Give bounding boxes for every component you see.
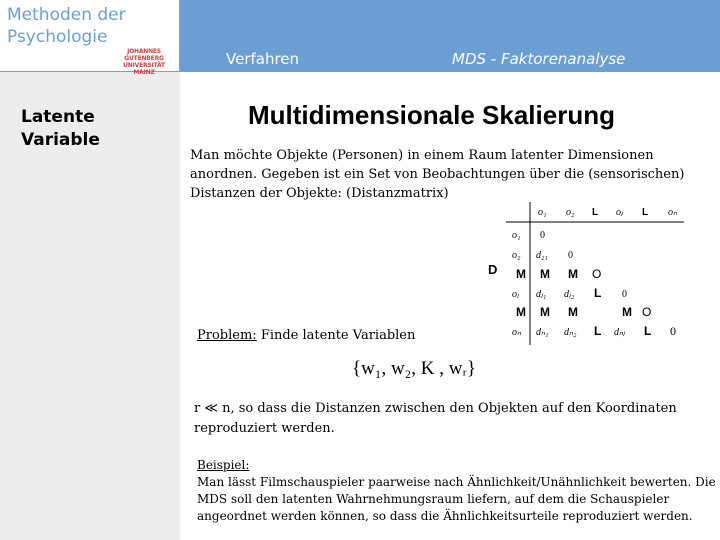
tab-mds-faktorenanalyse[interactable]: MDS - Faktorenanalyse [452, 50, 626, 68]
matrix-col-header: o₂ [566, 207, 575, 218]
matrix-col-header: L [592, 207, 599, 218]
matrix-cell: d₂₁ [536, 250, 548, 261]
problem-label: Problem: [197, 328, 257, 343]
matrix-cell: dⱼ₂ [564, 289, 575, 300]
intro-paragraph: Man möchte Objekte (Personen) in einem Raum latenter Dimensionen anordnen. Gegeben ist ein Set von Beobachtungen über die (sensorischen) Distanzen der Objekte: (Distanzmatrix) [190, 148, 685, 201]
matrix-cell: 0 [670, 324, 676, 338]
matrix-label: D [488, 262, 498, 277]
matrix-cell: M [516, 305, 526, 319]
matrix-cell: O [592, 267, 602, 281]
matrix-cell: M [540, 267, 550, 281]
matrix-row-header: oₙ [512, 327, 521, 338]
matrix-row-header: o₁ [512, 230, 521, 241]
r-condition: r ≪ n, so dass die Distanzen zwischen den Objekten auf den Koordinaten reproduziert werden. [194, 401, 677, 436]
brand-line-2: Psychologie [7, 27, 108, 47]
matrix-row-header: oⱼ [512, 289, 519, 300]
matrix-cell: L [594, 324, 602, 338]
matrix-cell: 0 [568, 250, 573, 261]
matrix-cell: M [516, 267, 526, 281]
matrix-cell: L [594, 286, 602, 300]
logo-area [0, 0, 180, 76]
matrix-cell: L [644, 324, 652, 338]
matrix-cell: dₙ₂ [564, 327, 577, 338]
problem-text: Finde latente Variablen [260, 328, 416, 343]
matrix-cell: dⱼ₁ [536, 289, 547, 300]
matrix-col-header: o₁ [538, 207, 547, 218]
sidebar-title [21, 106, 100, 152]
tab-verfahren[interactable]: Verfahren [226, 50, 300, 68]
brand-title [7, 4, 126, 48]
matrix-cell: O [642, 305, 652, 319]
brand-line-1: Methoden der [7, 5, 126, 25]
matrix-cell: M [622, 305, 632, 319]
example-block [197, 457, 717, 525]
latent-variable-vector: {w₁, w₂, K , wᵣ} [352, 358, 476, 379]
matrix-col-header: oₙ [668, 207, 677, 218]
example-text: Man lässt Filmschauspieler paarweise nach Ähnlichkeit/Unähnlichkeit bewerten. Die MDS soll den latenten Wahrnehmungsraum liefern, auf dem die Schauspieler angeordnet werden können, so dass die Ähnlichkeitsurteile reproduziert werden. [197, 475, 716, 523]
matrix-cell: M [568, 305, 578, 319]
matrix-cell: 0 [622, 289, 627, 300]
sidebar-title-line-2: Variable [21, 130, 100, 150]
page-title: Multidimensionale Skalierung [248, 100, 615, 130]
matrix-col-header: L [642, 207, 649, 218]
matrix-col-header: oⱼ [616, 207, 623, 218]
matrix-cell: 0 [540, 230, 545, 241]
example-label: Beispiel: [197, 458, 250, 472]
matrix-cell: dₙ₁ [536, 327, 549, 338]
problem-statement [197, 328, 415, 343]
distance-matrix [488, 200, 688, 345]
matrix-cell: M [540, 305, 550, 319]
matrix-cell: M [568, 267, 578, 281]
matrix-row-header: o₂ [512, 250, 521, 261]
matrix-cell: dₙⱼ [614, 327, 625, 338]
sidebar-title-line-1: Latente [21, 107, 95, 127]
university-logo: JOHANNES GUTENBERG UNIVERSITÄT MAINZ [123, 48, 165, 76]
